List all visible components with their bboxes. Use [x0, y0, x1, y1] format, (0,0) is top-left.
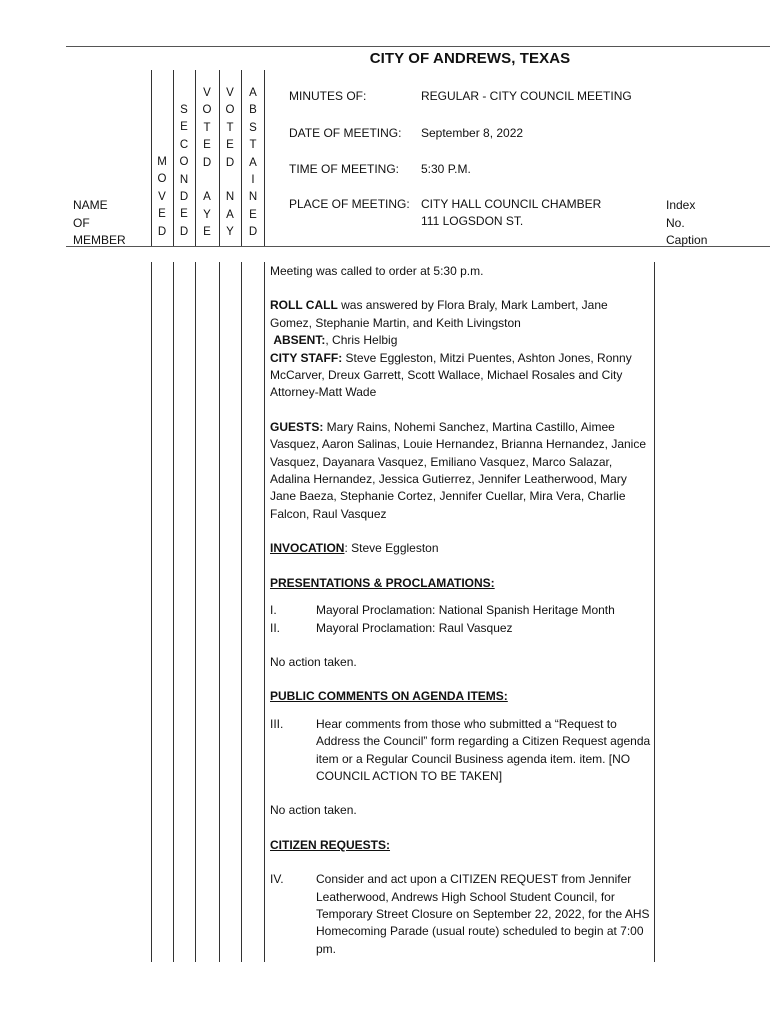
call-to-order: Meeting was called to order at 5:30 p.m. — [270, 264, 484, 278]
time-label: TIME OF MEETING: — [289, 162, 399, 176]
name-of-member-header: NAME OF MEMBER — [73, 198, 126, 247]
citizen-requests-heading: CITIZEN REQUESTS: — [270, 837, 391, 852]
minutes-of-value: REGULAR - CITY COUNCIL MEETING — [421, 89, 632, 103]
guests-paragraph: GUESTS: Mary Rains, Nohemi Sanchez, Martina Castillo, Aimee Vasquez, Aaron Salinas, Louie Hernandez, Brianna Hernandez, Janice Vasquez, Dayanara Vasquez, Emiliano Vasquez, Marco Salazar, Adalina Hernandez, Jessica Gutierrez, Jennifer Leatherwood, Mary Jane Baeza, Stephanie Cortez, Jennifer Cuellar, Mira Vera, Charlie Falcon, Raul Vasquez — [270, 419, 647, 521]
absent-line: ABSENT:, Chris Helbig — [273, 333, 398, 348]
date-label: DATE OF MEETING: — [289, 126, 402, 140]
public-comments-heading: PUBLIC COMMENTS ON AGENDA ITEMS: — [270, 689, 508, 704]
place-value-line1: CITY HALL COUNCIL CHAMBER — [421, 197, 602, 211]
moved-column-header: M O V E D — [157, 156, 167, 238]
city-staff-paragraph: CITY STAFF: Steve Eggleston, Mitzi Puentes, Ashton Jones, Ronny McCarver, Dreux Garrett, Scott Wallace, Michael Rosales and City Attorney-Matt Wade — [270, 350, 632, 400]
page-title: CITY OF ANDREWS, TEXAS — [369, 50, 571, 67]
place-value-line2: 111 LOGSDON ST. — [421, 214, 524, 228]
no-action-2: No action taken. — [270, 803, 357, 818]
seconded-column-header: S E C O N D E D — [179, 104, 189, 238]
agenda-item-3: III. Hear comments from those who submitted a “Request to Address the Council” form regarding a Citizen Request agenda item or a Regular Council Business agenda item. item. [NO COUNCIL ACTION TO BE TAKEN] — [270, 716, 651, 783]
agenda-item-4: IV. Consider and act upon a CITIZEN REQUEST from Jennifer Leatherwood, Andrews High School Student Council, for Temporary Street Closure on September 22, 2022, for the AHS Homecoming Parade (usual route) scheduled to begin at 7:00 pm. — [270, 872, 650, 956]
top-rule — [66, 46, 770, 47]
time-value: 5:30 P.M. — [421, 162, 471, 176]
roll-call-paragraph: ROLL CALL was answered by Flora Braly, Mark Lambert, Jane Gomez, Stephanie Martin, and Keith Livingston — [270, 298, 608, 330]
abstained-column-header: A B S T A I N E D — [248, 87, 258, 239]
voted-aye-column-header: V O T E D A Y E — [202, 87, 212, 239]
invocation-line: INVOCATION: Steve Eggleston — [270, 541, 439, 556]
index-caption-header: Index No. Caption — [666, 198, 708, 247]
presentations-heading: PRESENTATIONS & PROCLAMATIONS: — [270, 575, 495, 590]
date-value: September 8, 2022 — [421, 126, 524, 140]
minutes-of-label: MINUTES OF: — [289, 89, 367, 103]
place-label: PLACE OF MEETING: — [289, 197, 410, 211]
voted-nay-column-header: V O T E D N A Y — [225, 87, 235, 239]
minutes-body — [270, 263, 652, 958]
no-action-1: No action taken. — [270, 654, 357, 669]
agenda-item-1: I. Mayoral Proclamation: National Spanish Heritage Month — [270, 603, 615, 618]
header-bottom-rule — [66, 246, 770, 247]
agenda-item-2: II. Mayoral Proclamation: Raul Vasquez — [270, 620, 513, 635]
